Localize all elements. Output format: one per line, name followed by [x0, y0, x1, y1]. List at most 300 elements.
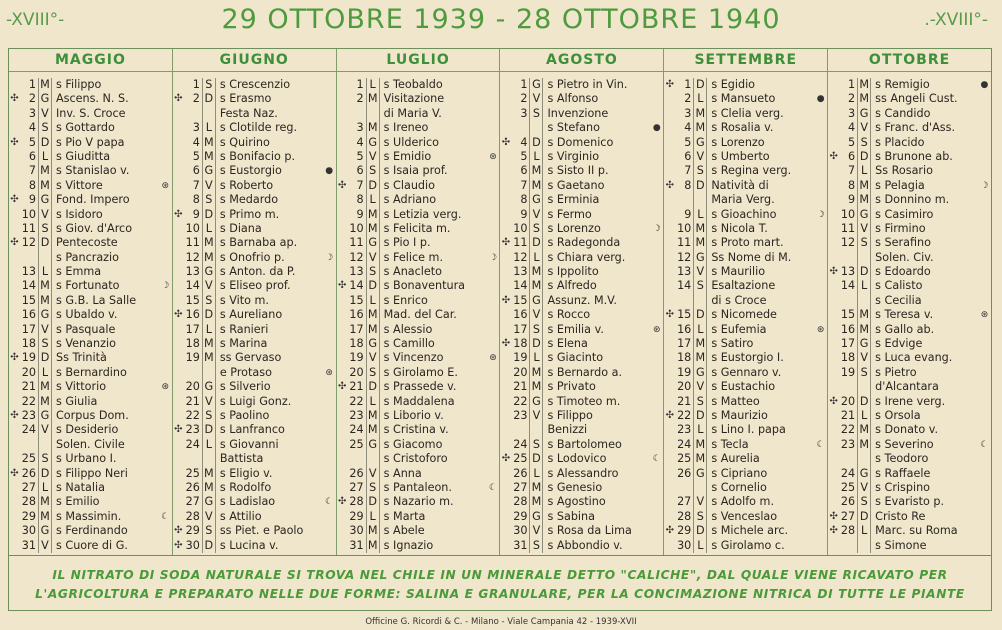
- weekday-letter: [857, 452, 871, 466]
- holiday-mark-icon: [337, 193, 348, 207]
- weekday-letter: L: [529, 351, 543, 365]
- day-number: [675, 193, 693, 207]
- holiday-mark-icon: [828, 279, 839, 293]
- moon-phase-icon: [814, 467, 827, 481]
- day-number: [839, 294, 857, 308]
- holiday-mark-icon: [337, 438, 348, 452]
- moon-phase-icon: [486, 208, 499, 222]
- weekday-letter: V: [529, 308, 543, 322]
- saint-name: Mad. del Car.: [383, 308, 457, 322]
- day-number: 14: [513, 279, 528, 293]
- day-number: 25: [677, 452, 692, 466]
- day-number: 24: [21, 423, 36, 437]
- day-number: 2: [520, 92, 528, 106]
- holiday-mark-icon: [500, 366, 511, 380]
- saint-name: s Ladislao: [219, 495, 276, 509]
- saint-name: s Massimin.: [56, 509, 122, 523]
- holiday-mark-icon: [9, 150, 20, 164]
- day-row: [500, 452, 663, 466]
- moon-phase-icon: [978, 351, 991, 365]
- day-row: [828, 323, 991, 337]
- day-row: [173, 510, 336, 524]
- holiday-mark-icon: [664, 92, 675, 106]
- day-number: 18: [21, 337, 36, 351]
- weekday-letter: M: [38, 164, 52, 178]
- day-number: 25: [185, 466, 200, 480]
- moon-phase-icon: ⊛: [653, 324, 661, 335]
- day-number: 23: [677, 423, 692, 437]
- holiday-mark-icon: [9, 251, 20, 265]
- weekday-letter: G: [38, 92, 52, 106]
- day-number: 7: [520, 178, 528, 192]
- day-row: [9, 294, 172, 308]
- saint-name: s Umberto: [711, 149, 770, 163]
- day-row: [500, 222, 663, 236]
- day-number: 10: [677, 221, 692, 235]
- day-number: 1: [356, 78, 364, 91]
- moon-phase-icon: ☽: [652, 223, 661, 234]
- saint-name: s Nicola T.: [711, 221, 768, 235]
- holiday-mark-icon: [664, 164, 675, 178]
- weekday-letter: [529, 121, 543, 135]
- weekday-letter: M: [38, 279, 52, 293]
- weekday-letter: S: [38, 337, 52, 351]
- weekday-letter: M: [693, 438, 707, 452]
- holiday-mark-icon: [664, 423, 675, 437]
- saint-name: s Gottardo: [56, 121, 115, 135]
- saint-name: s Camillo: [383, 337, 435, 351]
- moon-phase-icon: [486, 265, 499, 279]
- weekday-letter: D: [366, 179, 380, 193]
- month-column: [9, 49, 173, 555]
- weekday-letter: S: [202, 294, 216, 308]
- saint-name: s Emilio: [56, 495, 100, 509]
- day-number: 14: [349, 279, 364, 293]
- saint-name: s Donnino m.: [875, 193, 950, 207]
- weekday-letter: M: [202, 236, 216, 250]
- holiday-mark-icon: [664, 351, 675, 365]
- saint-name: s Giovanni: [219, 437, 279, 451]
- day-number: 1: [192, 78, 200, 91]
- holiday-mark-icon: [173, 510, 184, 524]
- day-number: 11: [840, 221, 856, 235]
- saint-name: Corpus Dom.: [56, 408, 129, 422]
- moon-phase-icon: [159, 308, 172, 322]
- day-number: 25: [21, 452, 36, 466]
- saint-name: s Giacinto: [547, 351, 604, 365]
- day-row: [173, 150, 336, 164]
- weekday-letter: D: [366, 380, 380, 394]
- holiday-mark-icon: [500, 78, 511, 92]
- moon-phase-icon: [159, 78, 172, 92]
- holiday-mark-icon: [173, 265, 184, 279]
- weekday-letter: L: [693, 323, 707, 337]
- day-number: 28: [349, 495, 364, 509]
- weekday-letter: L: [857, 409, 871, 423]
- day-number: 19: [349, 351, 364, 365]
- moon-phase-icon: [159, 337, 172, 351]
- moon-phase-icon: [323, 136, 336, 150]
- day-number: 7: [192, 178, 200, 192]
- moon-phase-icon: ☽: [488, 252, 498, 263]
- month-name: GIUGNO: [173, 49, 336, 72]
- saint-name: s Pancrazio: [56, 250, 120, 264]
- day-number: 4: [684, 121, 692, 135]
- saint-name: Battista: [219, 452, 264, 466]
- saint-name: s Luigi Gonz.: [219, 394, 292, 408]
- day-row: [337, 164, 500, 178]
- weekday-letter: D: [202, 423, 216, 437]
- saint-name: s Diana: [219, 221, 262, 235]
- saint-name: s Elena: [547, 337, 588, 351]
- day-row: [500, 150, 663, 164]
- weekday-letter: L: [366, 294, 380, 308]
- holiday-mark-icon: [173, 395, 184, 409]
- day-row: [337, 539, 500, 553]
- day-number: 18: [185, 337, 200, 351]
- holiday-mark-icon: [500, 481, 511, 495]
- day-number: 19: [185, 351, 200, 365]
- moon-phase-icon: [486, 236, 499, 250]
- day-number: 28: [840, 524, 856, 538]
- weekday-letter: [202, 366, 216, 380]
- weekday-letter: S: [366, 164, 380, 178]
- weekday-letter: S: [529, 222, 543, 236]
- day-row: [173, 208, 336, 222]
- weekday-letter: M: [38, 78, 52, 92]
- day-number: 17: [349, 322, 364, 336]
- day-row: [500, 236, 663, 250]
- day-number: 21: [349, 380, 364, 394]
- day-row: [173, 366, 336, 380]
- day-number: [511, 121, 529, 135]
- day-row: [828, 495, 991, 509]
- holiday-mark-icon: [9, 495, 20, 509]
- moon-phase-icon: [650, 409, 663, 423]
- day-number: 11: [677, 236, 692, 250]
- saint-name: s Medardo: [219, 193, 279, 207]
- saint-name: s Isaia prof.: [383, 164, 448, 178]
- saint-name: s Barnaba ap.: [219, 236, 298, 250]
- weekday-letter: M: [202, 467, 216, 481]
- moon-phase-icon: [978, 510, 991, 524]
- day-row: [500, 78, 663, 92]
- weekday-letter: [693, 193, 707, 207]
- day-row: [337, 510, 500, 524]
- day-row: [664, 164, 827, 178]
- day-row: [9, 438, 172, 452]
- day-number: 11: [513, 236, 528, 250]
- day-row: [500, 179, 663, 193]
- day-number: 29: [185, 524, 200, 538]
- moon-phase-icon: [323, 423, 336, 437]
- saint-name: s Crescenzio: [219, 78, 291, 91]
- holiday-mark-icon: [9, 265, 20, 279]
- day-row: [828, 193, 991, 207]
- day-number: 4: [28, 121, 36, 135]
- weekday-letter: V: [202, 279, 216, 293]
- moon-phase-icon: [323, 452, 336, 466]
- weekday-letter: S: [693, 279, 707, 293]
- day-row: [828, 337, 991, 351]
- saint-name: s Lorenzo: [547, 221, 601, 235]
- holiday-mark-icon: [828, 380, 839, 394]
- holiday-mark-icon: [500, 193, 511, 207]
- day-row: [9, 164, 172, 178]
- weekday-letter: L: [38, 265, 52, 279]
- holiday-mark-icon: [9, 366, 20, 380]
- month-name: SETTEMBRE: [664, 49, 827, 72]
- saint-name: s Anna: [383, 466, 422, 480]
- weekday-letter: M: [366, 208, 380, 222]
- moon-phase-icon: [814, 337, 827, 351]
- weekday-letter: D: [693, 524, 707, 538]
- moon-phase-icon: [486, 308, 499, 322]
- moon-phase-icon: [323, 78, 336, 92]
- day-number: 24: [840, 466, 856, 480]
- weekday-letter: M: [366, 222, 380, 236]
- weekday-letter: V: [38, 208, 52, 222]
- moon-phase-icon: [486, 409, 499, 423]
- holiday-mark-icon: [664, 380, 675, 394]
- day-row: [337, 395, 500, 409]
- holiday-mark-icon: [337, 308, 348, 322]
- weekday-letter: G: [529, 510, 543, 524]
- day-row: [828, 236, 991, 250]
- day-number: 5: [192, 149, 200, 163]
- saint-name: s Aurelia: [711, 452, 760, 466]
- month-column: [500, 49, 664, 555]
- moon-phase-icon: [486, 294, 499, 308]
- day-row: [9, 279, 172, 293]
- holiday-mark-icon: [664, 208, 675, 222]
- moon-phase-icon: [159, 236, 172, 250]
- saint-name: s Ubaldo v.: [56, 308, 118, 322]
- weekday-letter: G: [202, 495, 216, 509]
- saint-name: Ss Trinità: [56, 351, 107, 365]
- moon-phase-icon: [814, 366, 827, 380]
- moon-phase-icon: [650, 481, 663, 495]
- weekday-letter: M: [693, 452, 707, 466]
- weekday-letter: M: [202, 150, 216, 164]
- moon-phase-icon: [486, 164, 499, 178]
- holiday-mark-icon: [664, 150, 675, 164]
- holiday-mark-icon: ✣: [665, 409, 674, 421]
- day-number: 7: [848, 164, 856, 178]
- day-row: [173, 409, 336, 423]
- holiday-mark-icon: ✣: [829, 150, 838, 162]
- saint-name: s Proto mart.: [711, 236, 784, 250]
- moon-phase-icon: [159, 222, 172, 236]
- advertisement-text: [17, 566, 983, 604]
- moon-phase-icon: [978, 279, 991, 293]
- holiday-mark-icon: [828, 78, 839, 92]
- day-number: 20: [840, 394, 856, 408]
- saint-name: s Teresa v.: [875, 308, 934, 322]
- saint-name: s Adolfo m.: [711, 495, 775, 509]
- day-row: [9, 251, 172, 265]
- moon-phase-icon: [978, 337, 991, 351]
- weekday-letter: L: [693, 92, 707, 106]
- moon-phase-icon: [650, 539, 663, 553]
- saint-name: s Quirino: [219, 135, 270, 149]
- saint-name: s Bernardino: [56, 365, 127, 379]
- day-row: [9, 380, 172, 394]
- day-number: 26: [840, 495, 856, 509]
- day-row: [828, 438, 991, 452]
- day-row: [337, 524, 500, 538]
- holiday-mark-icon: ✣: [829, 510, 838, 522]
- moon-phase-icon: [978, 208, 991, 222]
- saint-name: Cristo Re: [875, 509, 926, 523]
- day-row: [9, 136, 172, 150]
- day-row: [9, 539, 172, 553]
- day-number: 1: [520, 78, 528, 91]
- moon-phase-icon: [978, 265, 991, 279]
- holiday-mark-icon: [828, 121, 839, 135]
- moon-phase-icon: [814, 150, 827, 164]
- weekday-letter: M: [366, 524, 380, 538]
- day-row: [828, 150, 991, 164]
- holiday-mark-icon: [9, 452, 20, 466]
- holiday-mark-icon: [828, 92, 839, 106]
- saint-name: di s Croce: [711, 293, 767, 307]
- moon-phase-icon: [814, 236, 827, 250]
- day-number: 26: [185, 480, 200, 494]
- weekday-letter: L: [529, 150, 543, 164]
- moon-phase-icon: [978, 236, 991, 250]
- day-row: [337, 179, 500, 193]
- day-number: 8: [356, 193, 364, 207]
- moon-phase-icon: [159, 164, 172, 178]
- saint-name: s Nazario m.: [383, 495, 454, 509]
- holiday-mark-icon: [828, 222, 839, 236]
- holiday-mark-icon: [828, 308, 839, 322]
- moon-phase-icon: [323, 279, 336, 293]
- holiday-mark-icon: [828, 467, 839, 481]
- day-row: [9, 524, 172, 538]
- holiday-mark-icon: [828, 539, 839, 553]
- moon-phase-icon: [978, 323, 991, 337]
- saint-name: s Liborio v.: [383, 408, 444, 422]
- day-row: [9, 150, 172, 164]
- weekday-letter: S: [529, 323, 543, 337]
- holiday-mark-icon: [664, 467, 675, 481]
- day-row: [828, 409, 991, 423]
- moon-phase-icon: [650, 164, 663, 178]
- weekday-letter: M: [857, 179, 871, 193]
- saint-name: s Rodolfo: [219, 480, 272, 494]
- moon-phase-icon: [486, 524, 499, 538]
- saint-name: s Bartolomeo: [547, 437, 622, 451]
- day-row: [9, 495, 172, 509]
- saint-name: s Franc. d'Ass.: [875, 121, 955, 135]
- moon-phase-icon: [814, 193, 827, 207]
- saint-name: s Alfredo: [547, 279, 597, 293]
- moon-phase-icon: [650, 78, 663, 92]
- day-number: 31: [349, 538, 364, 552]
- moon-phase-icon: [650, 423, 663, 437]
- moon-phase-icon: [486, 107, 499, 121]
- holiday-mark-icon: [9, 380, 20, 394]
- day-number: 9: [684, 207, 692, 221]
- saint-name: s Clotilde reg.: [219, 121, 298, 135]
- holiday-mark-icon: [173, 481, 184, 495]
- day-number: 16: [840, 322, 856, 336]
- holiday-mark-icon: [828, 208, 839, 222]
- holiday-mark-icon: ✣: [174, 309, 183, 321]
- day-number: 9: [192, 207, 200, 221]
- day-row: [828, 208, 991, 222]
- weekday-letter: S: [857, 366, 871, 380]
- moon-phase-icon: [978, 395, 991, 409]
- holiday-mark-icon: ✣: [501, 453, 511, 465]
- day-number: 13: [677, 265, 692, 279]
- weekday-letter: L: [529, 251, 543, 265]
- moon-phase-icon: [486, 438, 499, 452]
- day-row: [664, 222, 827, 236]
- day-number: 27: [840, 509, 856, 523]
- holiday-mark-icon: [337, 294, 348, 308]
- holiday-mark-icon: [664, 136, 675, 150]
- month-column: [828, 49, 991, 555]
- saint-name: s Eufemia: [711, 322, 767, 336]
- saint-name: s Radegonda: [547, 236, 621, 250]
- moon-phase-icon: [159, 150, 172, 164]
- day-row: [828, 452, 991, 466]
- day-row: [500, 510, 663, 524]
- day-row: [173, 467, 336, 481]
- moon-phase-icon: ☾: [161, 511, 170, 522]
- saint-name: s Maurilio: [711, 265, 766, 279]
- holiday-mark-icon: [828, 495, 839, 509]
- day-number: 7: [356, 178, 364, 192]
- holiday-mark-icon: ✣: [665, 525, 674, 537]
- holiday-mark-icon: [828, 164, 839, 178]
- weekday-letter: S: [693, 164, 707, 178]
- saint-name: s Eligio v.: [219, 466, 273, 480]
- day-row: [173, 164, 336, 178]
- day-number: [839, 539, 857, 553]
- moon-phase-icon: [159, 366, 172, 380]
- day-number: 28: [21, 495, 36, 509]
- day-number: 22: [21, 394, 36, 408]
- weekday-letter: L: [857, 524, 871, 538]
- weekday-letter: S: [366, 481, 380, 495]
- saint-name: s Prassede v.: [383, 380, 457, 394]
- holiday-mark-icon: [9, 121, 20, 135]
- weekday-letter: V: [366, 351, 380, 365]
- moon-phase-icon: [978, 121, 991, 135]
- weekday-letter: V: [202, 510, 216, 524]
- saint-name: s Regina verg.: [711, 164, 792, 178]
- holiday-mark-icon: [337, 337, 348, 351]
- saint-name: ss Angeli Cust.: [875, 92, 958, 106]
- weekday-letter: V: [693, 265, 707, 279]
- day-number: 16: [349, 308, 364, 322]
- weekday-letter: G: [529, 78, 543, 92]
- holiday-mark-icon: [664, 366, 675, 380]
- day-number: 30: [21, 524, 36, 538]
- holiday-mark-icon: [173, 495, 184, 509]
- moon-phase-icon: [159, 481, 172, 495]
- moon-phase-icon: [814, 136, 827, 150]
- calendar-title: 29 OTTOBRE 1939 - 28 OTTOBRE 1940: [221, 4, 781, 35]
- moon-phase-icon: [323, 107, 336, 121]
- holiday-mark-icon: [664, 236, 675, 250]
- holiday-mark-icon: [828, 136, 839, 150]
- moon-phase-icon: [486, 467, 499, 481]
